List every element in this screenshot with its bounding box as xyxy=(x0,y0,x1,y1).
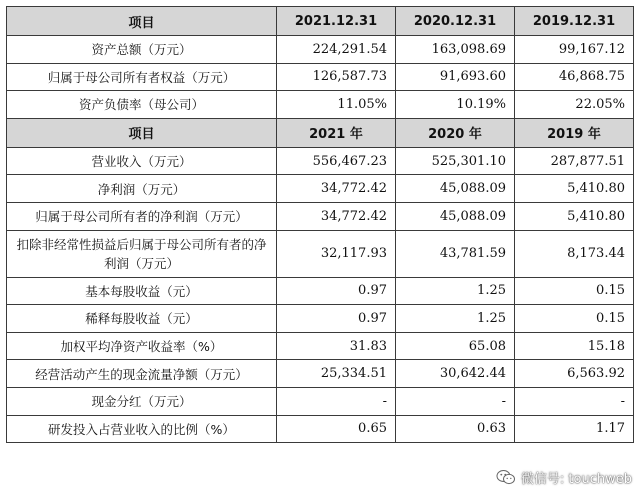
value-cell: 287,877.51 xyxy=(515,147,634,175)
value-cell: - xyxy=(277,387,396,415)
table-row xyxy=(7,332,634,360)
row-label-cell: 稀释每股收益（元） xyxy=(7,305,277,333)
row-label-cell: 归属于母公司所有者的净利润（万元） xyxy=(7,202,277,230)
value-cell: 32,117.93 xyxy=(277,230,396,277)
row-label-cell: 加权平均净资产收益率（%） xyxy=(7,332,277,360)
value-cell: 0.97 xyxy=(277,305,396,333)
table-row xyxy=(7,277,634,305)
value-cell: 45,088.09 xyxy=(396,175,515,203)
row-label-cell: 营业收入（万元） xyxy=(7,147,277,175)
table-row xyxy=(7,63,634,91)
value-cell: 5,410.80 xyxy=(515,202,634,230)
value-cell: - xyxy=(396,387,515,415)
table-row xyxy=(7,360,634,388)
value-cell: 1.17 xyxy=(515,415,634,443)
row-label-cell: 现金分红（万元） xyxy=(7,387,277,415)
table-row xyxy=(7,230,634,277)
value-cell: 10.19% xyxy=(396,91,515,119)
value-cell: 8,173.44 xyxy=(515,230,634,277)
value-cell: 25,334.51 xyxy=(277,360,396,388)
header-cell-period: 2020.12.31 xyxy=(396,7,515,36)
value-cell: 99,167.12 xyxy=(515,36,634,64)
value-cell: 43,781.59 xyxy=(396,230,515,277)
value-cell: 224,291.54 xyxy=(277,36,396,64)
header-cell-item: 项目 xyxy=(7,118,277,147)
value-cell: 1.25 xyxy=(396,277,515,305)
value-cell: 31.83 xyxy=(277,332,396,360)
row-label-cell: 归属于母公司所有者权益（万元） xyxy=(7,63,277,91)
header-row-income xyxy=(7,118,634,147)
row-label-cell: 基本每股收益（元） xyxy=(7,277,277,305)
header-cell-period: 2020 年 xyxy=(396,118,515,147)
value-cell: 46,868.75 xyxy=(515,63,634,91)
value-cell: 15.18 xyxy=(515,332,634,360)
header-cell-period: 2019 年 xyxy=(515,118,634,147)
value-cell: 0.63 xyxy=(396,415,515,443)
value-cell: 65.08 xyxy=(396,332,515,360)
table-row xyxy=(7,305,634,333)
header-cell-item: 项目 xyxy=(7,7,277,36)
value-cell: 0.15 xyxy=(515,305,634,333)
header-cell-period: 2019.12.31 xyxy=(515,7,634,36)
financial-table-body xyxy=(7,7,634,443)
header-row-balance xyxy=(7,7,634,36)
value-cell: 126,587.73 xyxy=(277,63,396,91)
header-cell-period: 2021.12.31 xyxy=(277,7,396,36)
value-cell: - xyxy=(515,387,634,415)
value-cell: 0.97 xyxy=(277,277,396,305)
row-label-cell: 资产总额（万元） xyxy=(7,36,277,64)
row-label-cell: 研发投入占营业收入的比例（%） xyxy=(7,415,277,443)
value-cell: 30,642.44 xyxy=(396,360,515,388)
watermark xyxy=(496,468,632,487)
watermark-text: 微信号: touchweb xyxy=(520,472,632,487)
table-row xyxy=(7,36,634,64)
value-cell: 34,772.42 xyxy=(277,175,396,203)
value-cell: 525,301.10 xyxy=(396,147,515,175)
financial-table xyxy=(6,6,634,443)
value-cell: 1.25 xyxy=(396,305,515,333)
value-cell: 11.05% xyxy=(277,91,396,119)
value-cell: 22.05% xyxy=(515,91,634,119)
row-label-cell: 经营活动产生的现金流量净额（万元） xyxy=(7,360,277,388)
value-cell: 91,693.60 xyxy=(396,63,515,91)
row-label-cell: 净利润（万元） xyxy=(7,175,277,203)
table-row xyxy=(7,415,634,443)
value-cell: 34,772.42 xyxy=(277,202,396,230)
row-label-cell: 扣除非经常性损益后归属于母公司所有者的净利润（万元） xyxy=(7,230,277,277)
table-row xyxy=(7,175,634,203)
wechat-icon xyxy=(496,469,516,486)
value-cell: 45,088.09 xyxy=(396,202,515,230)
value-cell: 6,563.92 xyxy=(515,360,634,388)
table-row xyxy=(7,91,634,119)
value-cell: 5,410.80 xyxy=(515,175,634,203)
row-label-cell: 资产负债率（母公司） xyxy=(7,91,277,119)
table-row xyxy=(7,147,634,175)
header-cell-period: 2021 年 xyxy=(277,118,396,147)
table-row xyxy=(7,202,634,230)
value-cell: 0.15 xyxy=(515,277,634,305)
value-cell: 0.65 xyxy=(277,415,396,443)
table-row xyxy=(7,387,634,415)
value-cell: 163,098.69 xyxy=(396,36,515,64)
value-cell: 556,467.23 xyxy=(277,147,396,175)
